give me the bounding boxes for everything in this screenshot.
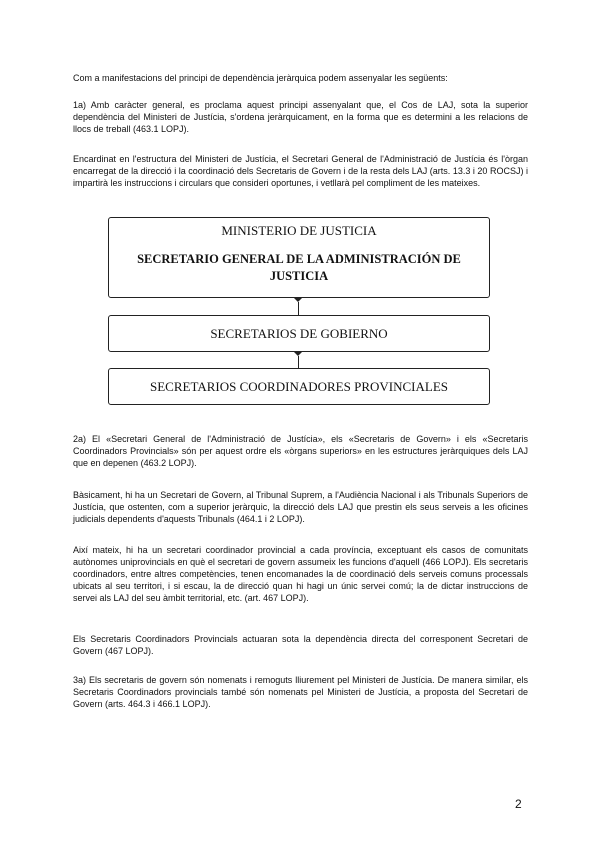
paragraph-encardinat: Encardinat en l'estructura del Ministeri de Justícia, el Secretari General de l'Administració de Justícia és l'òrgan encarregat de la direcció i la coordinació dels Secretaris de Govern i de la resta dels LAJ (arts. 13.3 i 20 ROCSJ) i impartirà les instruccions i circulars que consideri oportunes, i vetllarà pel compliment de les mateixes. [73,154,528,188]
box-ministerio-title: MINISTERIO DE JUSTICIA [221,223,377,238]
box-secretario-general: SECRETARIO GENERAL DE LA ADMINISTRACIÓN DE JUSTICIA [137,252,461,283]
paragraph-basicament: Bàsicament, hi ha un Secretari de Govern, al Tribunal Suprem, a l'Audiència Nacional i als Tribunals Superiors de Justícia, que ostenten, com a superior jeràrquic, la direcció dels LAJ que prestin els seus serveis a les oficines judicials dependents d'aquests Tribunals (464.1 i 2 LOPJ). [73,490,528,524]
box-secretarios-coordinadores [108,368,490,405]
page-number: 2 [515,797,522,811]
paragraph-secretaris: Els Secretaris Coordinadors Provincials actuaran sota la dependència directa del corresponent Secretari de Govern (467 LOPJ). [73,634,528,656]
paragraph-2a: 2a) El «Secretari General de l'Administració de Justícia», els «Secretaris de Govern» i els «Secretaris Coordinadors Provincials» són per aquest ordre els «òrgans superiors» en les estructures jeràrquiques dels LAJ que en depenen (463.2 LOPJ). [73,434,528,468]
paragraph-3a: 3a) Els secretaris de govern són nomenats i remoguts lliurement pel Ministeri de Justícia. De manera similar, els Secretaris Coordinadors provincials també són nomenats pel Ministeri de Justícia, a proposta del Secretari de Govern (arts. 464.3 i 466.1 LOPJ). [73,675,528,709]
box-secretarios-coordinadores-label: SECRETARIOS COORDINADORES PROVINCIALES [150,379,448,394]
connector-line [298,356,299,368]
box-secretarios-gobierno [108,315,490,352]
box-secretarios-gobierno-label: SECRETARIOS DE GOBIERNO [210,326,388,341]
intro-paragraph: Com a manifestacions del principi de dependència jeràrquica podem assenyalar les següents: [73,73,448,83]
paragraph-1a: 1a) Amb caràcter general, es proclama aquest principi assenyalant que, el Cos de LAJ, sota la superior dependència del Ministeri de Justícia, s'ordena jeràrquicament, en la forma que es determini a les relacions de llocs de treball (463.1 LOPJ). [73,100,528,134]
connector-line [298,302,299,315]
hierarchy-diagram [108,217,492,407]
box-ministerio [108,217,490,298]
paragraph-aixi: Així mateix, hi ha un secretari coordinador provincial a cada província, exceptuant els casos de comunitats autònomes uniprovincials en què el secretari de govern assumeix les funcions d'aquell (466 LOPJ). Els secretaris coordinadors, entre altres competències, tenen encomanades la de coordinació dels serveis comuns processals ubicats al seu territori, i si escau, la de direcció quan hi hagi un únic servei comú; la de dictar instruccions de servei als LAJ del seu àmbit territorial, etc. (art. 467 LOPJ). [73,545,528,603]
